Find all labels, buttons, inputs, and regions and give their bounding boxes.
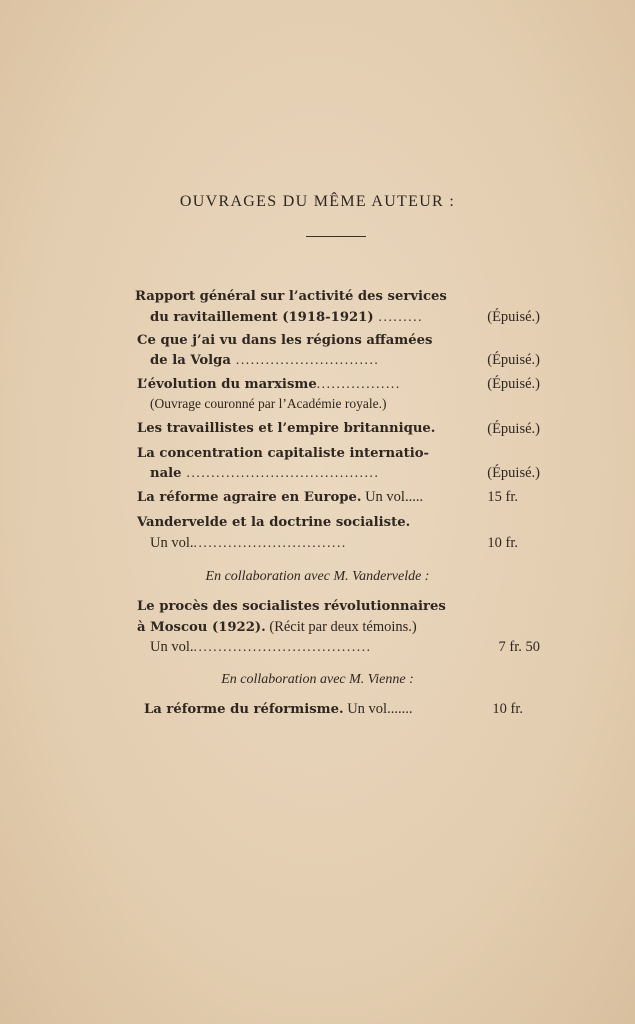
status-label: (Épuisé.) (487, 376, 540, 392)
dot-leader: .................................... (193, 639, 372, 654)
dot-leader: ............................... (193, 535, 347, 550)
volume-note: Un vol. (150, 535, 194, 551)
work-title: Le procès des socialistes révolutionnaires (137, 599, 446, 614)
work-title: La réforme agraire en Europe. (137, 490, 362, 505)
dot-leader: ............................. (230, 352, 380, 367)
collaboration-label-1: En collaboration avec M. Vandervelde : (205, 569, 430, 584)
work-title-cont: du ravitaillement (1918-1921) (150, 310, 374, 325)
dot-leader: ......... (373, 309, 424, 324)
work-title: Vandervelde et la doctrine socialiste. (137, 515, 411, 530)
volume-note: Un vol..... (361, 489, 424, 505)
work-title: Rapport général sur l’activité des services (135, 289, 447, 304)
price-label: 7 fr. 50 (498, 639, 540, 655)
dot-leader: ................. (316, 376, 401, 391)
work-title: Les travaillistes et l’empire britannique. (137, 421, 436, 436)
dot-leader: ....................................... (181, 465, 380, 480)
status-label: (Épuisé.) (487, 465, 540, 481)
status-label: (Épuisé.) (487, 352, 540, 368)
work-title: La concentration capitaliste internatio- (137, 446, 429, 461)
price-label: 15 fr. (487, 489, 518, 505)
heading-rule (306, 236, 366, 237)
collaboration-label-2: En collaboration avec M. Vienne : (221, 672, 414, 687)
work-title: L’évolution du marxisme (137, 377, 317, 392)
price-label: 10 fr. (492, 701, 523, 717)
work-title: La réforme du réformisme. (144, 702, 344, 717)
volume-note: Un vol....... (343, 701, 413, 717)
award-note: (Ouvrage couronné par l’Académie royale.) (150, 396, 387, 411)
volume-note: Un vol. (150, 639, 194, 655)
work-title-cont: à Moscou (1922). (137, 620, 266, 635)
work-title: Ce que j’ai vu dans les régions affamées (137, 333, 433, 348)
work-subtitle: (Récit par deux témoins.) (265, 619, 417, 635)
work-title-cont: nale (150, 466, 182, 481)
price-label: 10 fr. (487, 535, 518, 551)
status-label: (Épuisé.) (487, 309, 540, 325)
status-label: (Épuisé.) (487, 421, 540, 437)
page-heading: OUVRAGES DU MÊME AUTEUR : (179, 193, 456, 210)
work-title-cont: de la Volga (150, 353, 231, 368)
